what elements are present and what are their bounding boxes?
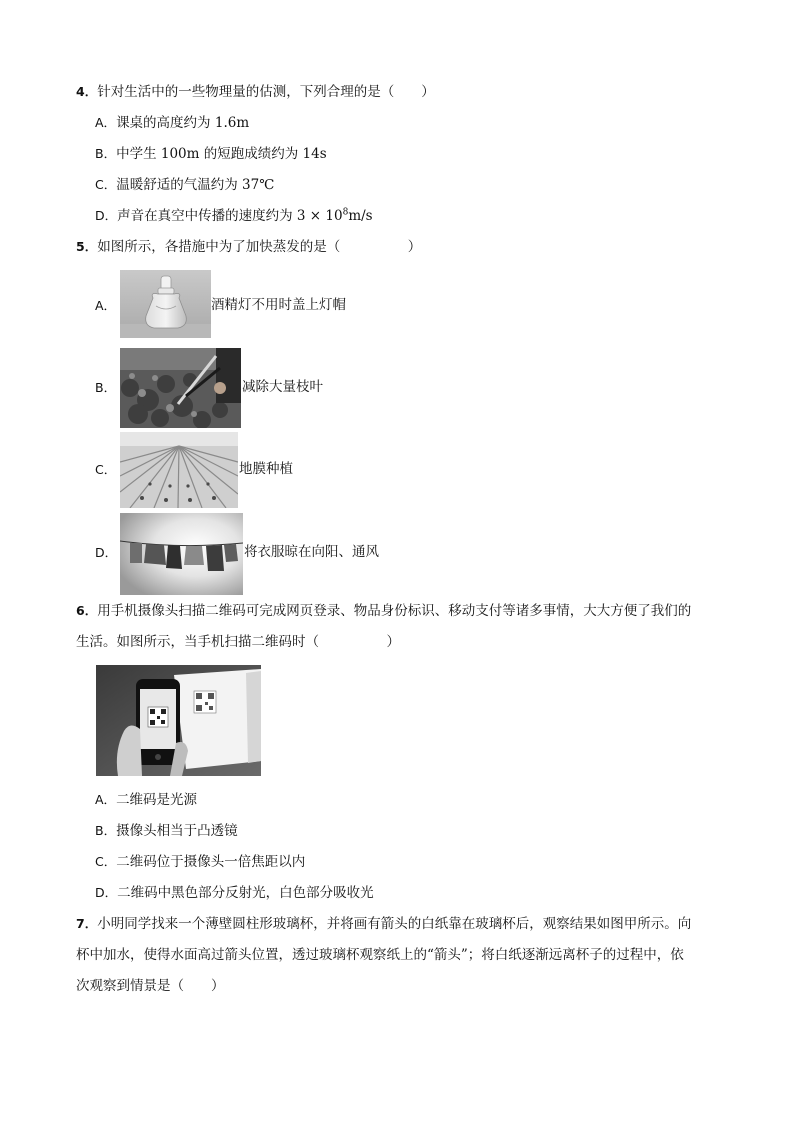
alcohol-lamp-photo: [120, 270, 211, 338]
q6-number: 6．: [76, 603, 98, 618]
q5-option-d-letter[interactable]: D．: [95, 545, 118, 560]
q5-stem: [76, 238, 421, 256]
q5-option-c-letter[interactable]: C．: [95, 462, 117, 477]
q5-option-c-caption: 地膜种植: [239, 461, 293, 477]
q4-stem: [76, 83, 435, 101]
q6-option-b[interactable]: B．摄像头相当于凸透镜: [95, 823, 238, 839]
q5-option-b-caption: 减除大量枝叶: [242, 379, 323, 395]
q6-stem-line2: 生活。如图所示，当手机扫描二维码时（ ）: [76, 634, 400, 650]
phone-scanning-qr-photo: [96, 665, 261, 776]
q6-option-c[interactable]: C．二维码位于摄像头一倍焦距以内: [95, 854, 306, 870]
plastic-mulch-field-photo: [120, 432, 238, 508]
q7-stem-line3: 次观察到情景是（ ）: [76, 978, 225, 994]
q4-option-d[interactable]: D．声音在真空中传播的速度约为 $3 \times 10^8m/s$: [95, 207, 373, 224]
q6-option-d[interactable]: D．二维码中黑色部分反射光，白色部分吸收光: [95, 885, 374, 901]
q4-stem-text: 针对生活中的一些物理量的估测，下列合理的是（ ）: [97, 84, 435, 100]
q6-option-a[interactable]: A．二维码是光源: [95, 792, 198, 808]
q7-stem-line2: 杯中加水，使得水面高过箭头位置，透过玻璃杯观察纸上的“箭头”；将白纸逐渐远离杯子的过程中，依: [76, 947, 684, 963]
q7-number: 7．: [76, 916, 98, 931]
q5-option-a-letter[interactable]: A．: [95, 298, 117, 313]
q4-option-a[interactable]: A．课桌的高度约为 1.6m: [95, 115, 250, 131]
q4-option-b[interactable]: B．中学生 100m 的短跑成绩约为 14s: [95, 146, 327, 162]
clothes-drying-photo: [120, 513, 243, 595]
q5-number: 5．: [76, 239, 98, 254]
q7-stem-line1: 7．小明同学找来一个薄壁圆柱形玻璃杯，并将画有箭头的白纸靠在玻璃杯后，观察结果如图甲所示。向: [76, 916, 692, 932]
q6-stem-line1: 6．用手机摄像头扫描二维码可完成网页登录、物品身份标识、移动支付等诸多事情，大大方便了我们的: [76, 603, 692, 619]
q5-option-d-caption: 将衣服晾在向阳、通风: [244, 544, 379, 560]
q5-stem-text: 如图所示，各措施中为了加快蒸发的是（ ）: [97, 239, 422, 255]
q5-option-b-letter[interactable]: B．: [95, 380, 117, 395]
q4-number: 4．: [76, 84, 98, 99]
q5-option-a-caption: 酒精灯不用时盖上灯帽: [211, 297, 346, 313]
pruning-photo: [120, 348, 241, 428]
q4-option-c[interactable]: C．温暖舒适的气温约为 37℃: [95, 177, 275, 193]
